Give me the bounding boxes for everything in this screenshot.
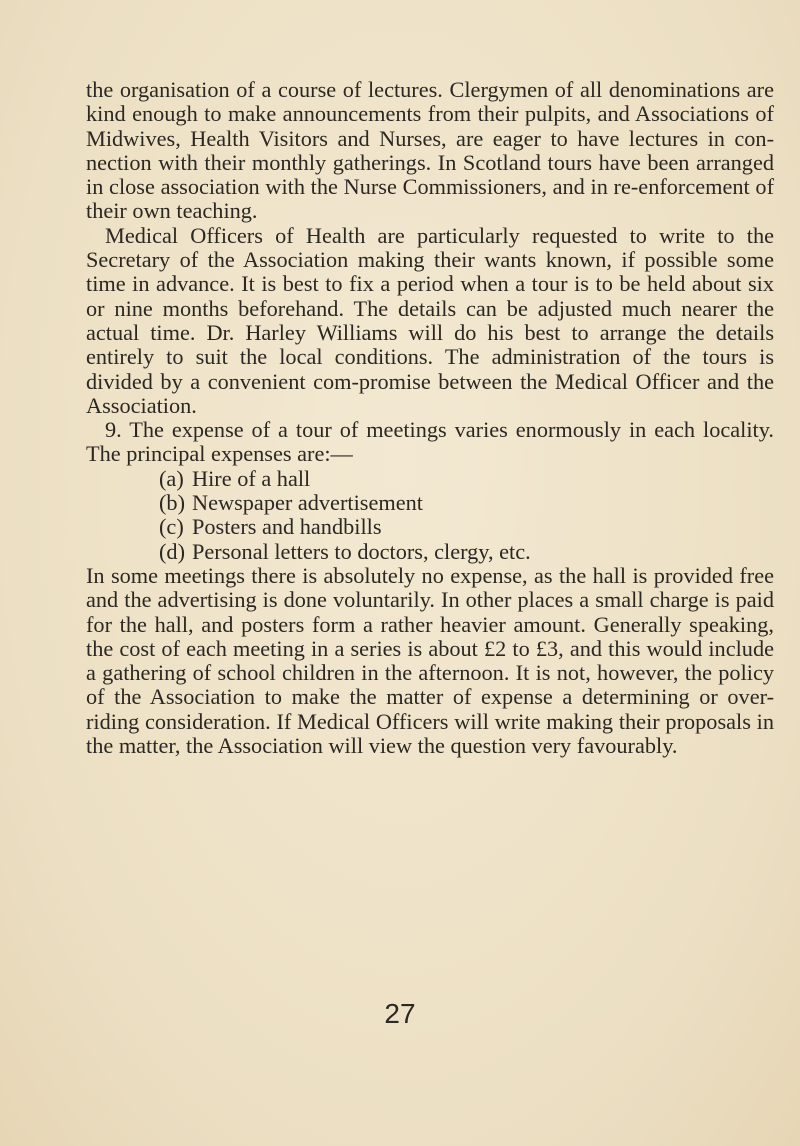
list-marker: (b) [159, 490, 185, 516]
paragraph-medical-officers: Medical Officers of Health are particularly requested to write to the Secretary of the Association making their wants known, if possible some time in advance. It is best to fix a period when a tour is to be held about six or nine months beforehand. The details can be adjusted much nearer the actual time. Dr. Harley Williams will do his best to arrange the details entirely to suit the local conditions. The administration of the tours is divided by a convenient com-promise between the Medical Officer and the Association. [86, 222, 774, 418]
list-item-text: Posters and handbills [192, 514, 382, 540]
list-item-text: Newspaper advertisement [192, 490, 423, 516]
list-item-text: Personal letters to doctors, clergy, etc. [192, 538, 531, 564]
paragraph-meeting-costs: In some meetings there is absolutely no expense, as the hall is provided free and the advertising is done voluntarily. In other places a small charge is paid for the hall, and posters form a rather heavier amount. Generally speaking, the cost of each meeting in a series is about £2 to £3, and this would include a gathering of school children in the afternoon. It is not, however, the policy of the Association to make the matter of expense a determining or over-riding consideration. If Medical Officers will write making their proposals in the matter, the Association will view the question very favourably. [86, 562, 774, 759]
page-text [86, 78, 774, 758]
expenses-list [86, 467, 774, 564]
list-item-text: Hire of a hall [192, 465, 311, 491]
page-number: 27 [384, 998, 416, 1029]
list-item [86, 491, 774, 515]
list-item [86, 467, 774, 491]
list-marker: (c) [159, 514, 184, 540]
paragraph-expenses-intro: 9. The expense of a tour of meetings varies enormously in each locality. The principal expenses are:— [86, 417, 774, 467]
list-item [86, 515, 774, 539]
list-marker: (d) [159, 538, 185, 564]
list-item [86, 540, 774, 564]
paragraph-lectures: the organisation of a course of lectures. Clergymen of all denominations are kind enough to make announcements from their pulpits, and Associations of Midwives, Health Visitors and Nurses, are eager to have lectures in con-nection with their monthly gatherings. In Scotland tours have been arranged in close association with the Nurse Commissioners, and in re-enforcement of their own teaching. [86, 77, 774, 224]
list-marker: (a) [159, 465, 184, 491]
